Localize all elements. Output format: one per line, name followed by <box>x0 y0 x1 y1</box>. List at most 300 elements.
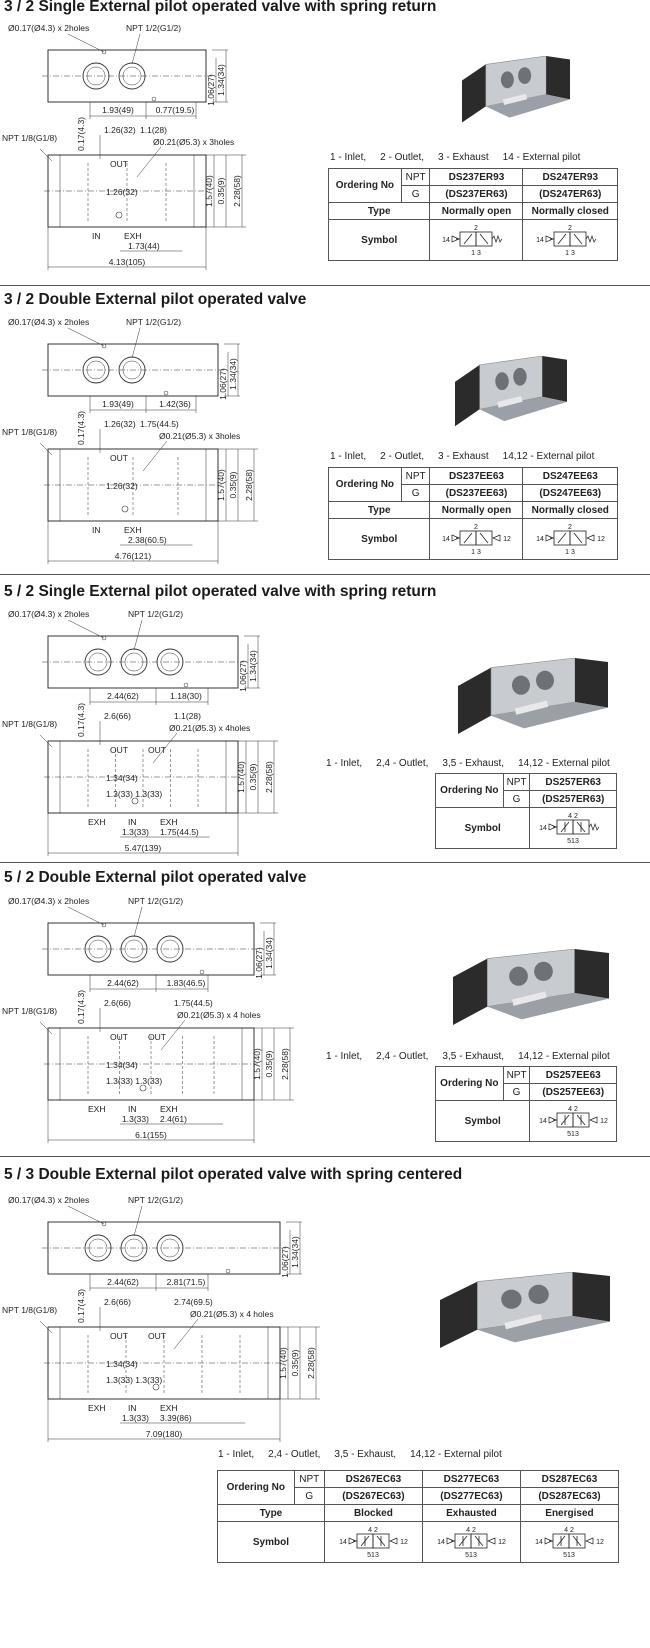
dim-height-2: 1.34(34) <box>228 358 238 390</box>
section-divider <box>0 285 650 286</box>
dim-vert-3: 2.28(58) <box>232 175 242 207</box>
table-cell <box>523 519 618 560</box>
valve-symbol <box>535 810 611 846</box>
symbol-label: 12 <box>600 1118 609 1125</box>
legend-item: 14,12 - External pilot <box>518 758 610 769</box>
dim-width-d: 1.75(44.5) <box>174 998 213 1008</box>
table-row <box>436 774 617 791</box>
hole-callout-bottom: Ø0.21(Ø5.3) x 4holes <box>169 723 251 733</box>
out-label: OUT <box>110 159 128 169</box>
table-cell: G <box>401 485 430 502</box>
port-callout-top: NPT 1/2(G1/2) <box>126 23 182 33</box>
port-legend <box>330 152 594 163</box>
table-cell: Symbol <box>436 808 530 849</box>
port-callout-top: NPT 1/2(G1/2) <box>128 896 184 906</box>
legend-item: 2 - Outlet, <box>380 451 425 462</box>
table-cell: (DS237EE63) <box>430 485 523 502</box>
dim-width-total: 7.09(180) <box>145 1429 183 1439</box>
dim-height-2: 1.34(34) <box>248 650 258 682</box>
in-label: IN <box>92 231 101 241</box>
spec-table <box>328 168 618 261</box>
leader-line <box>134 1206 142 1236</box>
symbol-label: 513 <box>465 1552 478 1559</box>
leader-line <box>68 620 104 638</box>
section-title: 5 / 2 Single External pilot operated valve with spring return <box>4 583 437 600</box>
symbol-label: 2 <box>474 225 479 232</box>
dim-width-e: 1.26(32) <box>106 481 138 491</box>
spec-table <box>217 1470 619 1563</box>
dim-vert-3: 2.28(58) <box>264 761 274 793</box>
out-label: OUT <box>110 453 128 463</box>
valve-illustration <box>453 949 609 1029</box>
symbol-label: 513 <box>563 1552 576 1559</box>
table-cell: Ordering No <box>329 169 402 203</box>
legend-item: 1 - Inlet, <box>330 451 367 462</box>
section-4 <box>0 867 650 1152</box>
symbol-label: 12 <box>400 1539 409 1546</box>
table-cell: Energised <box>520 1505 618 1522</box>
legend-item: 1 - Inlet, <box>218 1449 255 1460</box>
leader-line <box>68 328 104 346</box>
symbol-label: 12 <box>503 536 512 543</box>
port-legend <box>326 1051 624 1062</box>
dim-width-c: 2.6(66) <box>104 1297 131 1307</box>
leader-line <box>68 34 104 52</box>
table-cell: (DS277EC63) <box>422 1488 520 1505</box>
symbol-label: 1 3 <box>565 250 576 257</box>
dim-height-2: 1.34(34) <box>290 1236 300 1268</box>
table-cell: DS247ER93 <box>523 169 618 186</box>
dim-height-1: 1.06(27) <box>280 1246 290 1278</box>
dim-width-f2: 2.4(61) <box>160 1114 187 1124</box>
pilot-port-callout: NPT 1/8(G1/8) <box>2 1006 58 1016</box>
dim-vert-2: 0.35(9) <box>248 763 258 791</box>
dim-height-2: 1.34(34) <box>264 937 274 969</box>
section-3 <box>0 580 650 865</box>
hole-callout-top: Ø0.17(Ø4.3) x 2holes <box>8 23 90 33</box>
symbol-label: 12 <box>596 1539 605 1546</box>
symbol-label: 4 2 <box>568 813 579 820</box>
exh-label: EXH <box>124 231 142 241</box>
symbol-label: 14 <box>437 1539 446 1546</box>
legend-item: 2 - Outlet, <box>380 152 425 163</box>
out-label: OUT <box>110 1331 128 1341</box>
leader-line <box>132 328 140 358</box>
pilot-port-callout: NPT 1/8(G1/8) <box>2 133 58 143</box>
leader-line <box>134 907 142 937</box>
table-row <box>436 808 617 849</box>
out-label: OUT <box>148 1331 166 1341</box>
table-cell: DS277EC63 <box>422 1471 520 1488</box>
table-cell <box>430 519 523 560</box>
drawing-svg <box>0 314 330 564</box>
table-cell: (DS247ER63) <box>523 186 618 203</box>
dim-vert-3: 2.28(58) <box>306 1347 316 1379</box>
symbol-label: 12 <box>498 1539 507 1546</box>
table-row <box>218 1522 619 1563</box>
symbol-label: 12 <box>597 536 606 543</box>
table-row <box>436 1101 617 1142</box>
dim-width-a: 2.44(62) <box>107 691 139 701</box>
dimension-drawing <box>0 314 330 564</box>
table-cell: (DS237ER63) <box>430 186 523 203</box>
table-cell <box>530 808 617 849</box>
drawing-svg <box>0 893 330 1143</box>
dim-height-1: 1.06(27) <box>254 947 264 979</box>
dim-width-d: 1.1(28) <box>140 125 167 135</box>
table-cell: (DS257EE63) <box>530 1084 617 1101</box>
dim-thickness: 0.17(4.3) <box>76 702 86 737</box>
dim-width-e2: 1.3(33) 1.3(33) <box>106 789 163 799</box>
pilot-port-callout: NPT 1/8(G1/8) <box>2 719 58 729</box>
section-1 <box>0 0 650 285</box>
dim-width-f: 1.73(44) <box>128 241 160 251</box>
valve-symbol <box>438 222 514 258</box>
table-cell: Normally closed <box>523 203 618 220</box>
section-divider <box>0 574 650 575</box>
table-cell: G <box>503 1084 530 1101</box>
dim-width-d: 2.74(69.5) <box>174 1297 213 1307</box>
mount-hole <box>200 970 204 974</box>
dim-height-1: 1.06(27) <box>218 368 228 400</box>
table-cell: (DS287EC63) <box>520 1488 618 1505</box>
hole-callout-bottom: Ø0.21(Ø5.3) x 3holes <box>159 431 241 441</box>
legend-item: 3 - Exhaust <box>438 152 489 163</box>
table-cell: DS267EC63 <box>324 1471 422 1488</box>
dim-width-b: 0.77(19.5) <box>155 105 195 115</box>
dim-width-c: 1.26(32) <box>104 419 136 429</box>
table-cell: Symbol <box>436 1101 530 1142</box>
legend-item: 1 - Inlet, <box>326 1051 363 1062</box>
table-row <box>329 203 618 220</box>
dim-width-f: 1.3(33) <box>122 1114 149 1124</box>
dimension-drawing <box>0 1192 330 1442</box>
table-cell: NPT <box>503 774 530 791</box>
hole-callout-bottom: Ø0.21(Ø5.3) x 4 holes <box>190 1309 274 1319</box>
dim-width-f: 1.3(33) <box>122 827 149 837</box>
valve-symbol <box>531 1524 607 1560</box>
symbol-label: 1 3 <box>471 549 482 556</box>
leader-line <box>68 1206 104 1224</box>
symbol-label: 2 <box>568 524 573 531</box>
valve-photo <box>455 356 567 430</box>
table-cell: Ordering No <box>218 1471 295 1505</box>
symbol-label: 14 <box>539 1118 548 1125</box>
table-cell: (DS247EE63) <box>523 485 618 502</box>
symbol-label: 14 <box>339 1539 348 1546</box>
dim-width-e: 1.26(32) <box>106 187 138 197</box>
symbol-label: 4 2 <box>466 1527 477 1534</box>
in-label: IN <box>92 525 101 535</box>
symbol-label: 14 <box>539 825 548 832</box>
legend-item: 14,12 - External pilot <box>502 451 595 462</box>
symbol-label: 513 <box>367 1552 380 1559</box>
exh-label: EXH <box>88 817 106 827</box>
dim-vert-3: 2.28(58) <box>244 469 254 501</box>
dim-width-c: 2.6(66) <box>104 711 131 721</box>
dim-vert-1: 1.57(40) <box>252 1048 262 1080</box>
valve-photo <box>458 658 608 738</box>
inlet-port <box>122 506 128 512</box>
exh-label: EXH <box>124 525 142 535</box>
out-label: OUT <box>110 1032 128 1042</box>
symbol-label: 14 <box>442 536 451 543</box>
mount-hole <box>152 97 156 101</box>
table-row <box>329 220 618 261</box>
port-callout-top: NPT 1/2(G1/2) <box>128 609 184 619</box>
valve-symbol <box>535 1103 611 1139</box>
dim-width-e2: 1.3(33) 1.3(33) <box>106 1076 163 1086</box>
symbol-label: 4 2 <box>568 1106 579 1113</box>
table-row <box>329 169 618 186</box>
table-cell: Type <box>218 1505 325 1522</box>
table-cell: NPT <box>401 169 430 186</box>
exh-label: EXH <box>160 1403 178 1413</box>
table-cell: G <box>294 1488 324 1505</box>
symbol-label: 1 3 <box>471 250 482 257</box>
legend-item: 1 - Inlet, <box>330 152 367 163</box>
table-cell: G <box>401 186 430 203</box>
dim-vert-3: 2.28(58) <box>280 1048 290 1080</box>
dim-height-1: 1.06(27) <box>238 660 248 692</box>
dim-width-f: 1.3(33) <box>122 1413 149 1423</box>
pilot-port-callout: NPT 1/8(G1/8) <box>2 427 58 437</box>
dim-vert-1: 1.57(40) <box>204 175 214 207</box>
leader-line <box>68 907 104 925</box>
dim-vert-1: 1.57(40) <box>278 1347 288 1379</box>
dim-height-2: 1.34(34) <box>216 64 226 96</box>
pilot-port-callout: NPT 1/8(G1/8) <box>2 1305 58 1315</box>
table-row <box>329 502 618 519</box>
table-cell <box>523 220 618 261</box>
port-callout-top: NPT 1/2(G1/2) <box>128 1195 184 1205</box>
inlet-port <box>116 212 122 218</box>
spec-table <box>435 773 617 849</box>
legend-item: 2,4 - Outlet, <box>268 1449 321 1460</box>
dim-width-f: 2.38(60.5) <box>128 535 167 545</box>
drawing-svg <box>0 606 330 856</box>
table-cell: Symbol <box>218 1522 325 1563</box>
symbol-label: 14 <box>442 237 451 244</box>
table-cell: DS247EE63 <box>523 468 618 485</box>
legend-item: 2,4 - Outlet, <box>376 1051 429 1062</box>
exh-label: EXH <box>160 817 178 827</box>
symbol-label: 2 <box>474 524 479 531</box>
valve-photo <box>462 56 570 126</box>
section-title: 5 / 2 Double External pilot operated valve <box>4 869 307 886</box>
legend-item: 14,12 - External pilot <box>518 1051 610 1062</box>
legend-item: 2,4 - Outlet, <box>376 758 429 769</box>
dim-width-f2: 3.39(86) <box>160 1413 192 1423</box>
valve-symbol <box>433 1524 509 1560</box>
table-cell <box>430 220 523 261</box>
legend-item: 3,5 - Exhaust, <box>442 1051 505 1062</box>
table-row <box>218 1505 619 1522</box>
symbol-label: 513 <box>567 838 580 845</box>
dimension-drawing <box>0 20 330 270</box>
symbol-label: 1 3 <box>565 549 576 556</box>
dim-width-a: 1.93(49) <box>102 399 134 409</box>
dim-width-a: 1.93(49) <box>102 105 134 115</box>
drawing-svg <box>0 1192 330 1442</box>
legend-item: 3,5 - Exhaust, <box>442 758 505 769</box>
section-2 <box>0 290 650 575</box>
dim-vert-1: 1.57(40) <box>216 469 226 501</box>
dim-width-a: 2.44(62) <box>107 978 139 988</box>
symbol-label: 14 <box>536 536 545 543</box>
out-label: OUT <box>110 745 128 755</box>
table-cell: DS237ER93 <box>430 169 523 186</box>
dim-thickness: 0.17(4.3) <box>76 989 86 1024</box>
dim-width-total: 5.47(139) <box>124 843 162 853</box>
spec-table <box>435 1066 617 1142</box>
table-cell: Normally closed <box>523 502 618 519</box>
dim-width-total: 6.1(155) <box>135 1130 167 1140</box>
exh-label: EXH <box>88 1104 106 1114</box>
hole-callout-bottom: Ø0.21(Ø5.3) x 4 holes <box>177 1010 261 1020</box>
port-legend <box>218 1449 516 1460</box>
dim-width-f2: 1.75(44.5) <box>160 827 199 837</box>
hole-callout-bottom: Ø0.21(Ø5.3) x 3holes <box>153 137 235 147</box>
table-cell: (DS267EC63) <box>324 1488 422 1505</box>
dimension-drawing <box>0 606 330 856</box>
hole-callout-top: Ø0.17(Ø4.3) x 2holes <box>8 609 90 619</box>
table-row <box>329 519 618 560</box>
dim-width-d: 1.75(44.5) <box>140 419 179 429</box>
dim-width-e: 1.34(34) <box>106 1060 138 1070</box>
dim-vert-2: 0.35(9) <box>290 1349 300 1377</box>
table-cell: DS257ER63 <box>530 774 617 791</box>
in-label: IN <box>128 817 137 827</box>
drawing-svg <box>0 20 330 270</box>
symbol-label: 513 <box>567 1131 580 1138</box>
hole-callout-top: Ø0.17(Ø4.3) x 2holes <box>8 1195 90 1205</box>
symbol-label: 4 2 <box>564 1527 575 1534</box>
section-title: 3 / 2 Double External pilot operated valve <box>4 291 307 308</box>
in-label: IN <box>128 1403 137 1413</box>
section-5 <box>0 1162 650 1648</box>
legend-item: 3,5 - Exhaust, <box>334 1449 397 1460</box>
legend-item: 14 - External pilot <box>502 152 581 163</box>
spec-table <box>328 467 618 560</box>
mount-hole <box>164 391 168 395</box>
table-cell: DS237EE63 <box>430 468 523 485</box>
valve-symbol <box>532 521 608 557</box>
dim-width-c: 1.26(32) <box>104 125 136 135</box>
table-cell: NPT <box>401 468 430 485</box>
exh-label: EXH <box>88 1403 106 1413</box>
dimension-drawing <box>0 893 330 1143</box>
port-legend <box>330 451 608 462</box>
legend-item: 14,12 - External pilot <box>410 1449 502 1460</box>
table-cell: Ordering No <box>436 1067 504 1101</box>
dim-width-c: 2.6(66) <box>104 998 131 1008</box>
table-cell: NPT <box>503 1067 530 1084</box>
dim-width-b: 1.42(36) <box>159 399 191 409</box>
symbol-label: 14 <box>535 1539 544 1546</box>
table-cell: Type <box>329 502 430 519</box>
table-cell: DS257EE63 <box>530 1067 617 1084</box>
dim-vert-2: 0.35(9) <box>264 1050 274 1078</box>
table-cell <box>520 1522 618 1563</box>
leader-line <box>134 620 142 650</box>
dim-width-b: 1.18(30) <box>170 691 202 701</box>
valve-illustration <box>462 56 570 126</box>
table-cell: Exhausted <box>422 1505 520 1522</box>
out-label: OUT <box>148 745 166 755</box>
dim-vert-2: 0.35(9) <box>216 177 226 205</box>
leader-line <box>137 147 161 177</box>
valve-photo <box>453 949 609 1029</box>
dim-thickness: 0.17(4.3) <box>76 1288 86 1323</box>
dim-width-b: 1.83(46.5) <box>166 978 206 988</box>
symbol-label: 2 <box>568 225 573 232</box>
symbol-label: 14 <box>536 237 545 244</box>
table-cell: Blocked <box>324 1505 422 1522</box>
table-cell: Ordering No <box>436 774 504 808</box>
dim-vert-2: 0.35(9) <box>228 471 238 499</box>
valve-illustration <box>440 1272 610 1352</box>
table-cell <box>422 1522 520 1563</box>
port-legend <box>326 758 624 769</box>
dim-width-d: 1.1(28) <box>174 711 201 721</box>
mount-hole <box>226 1269 230 1273</box>
dim-vert-1: 1.57(40) <box>236 761 246 793</box>
symbol-label: 4 2 <box>368 1527 379 1534</box>
dim-width-a: 2.44(62) <box>107 1277 139 1287</box>
table-row <box>218 1471 619 1488</box>
table-cell: DS287EC63 <box>520 1471 618 1488</box>
dim-height-1: 1.06(27) <box>206 74 216 106</box>
dim-width-e: 1.34(34) <box>106 773 138 783</box>
dim-thickness: 0.17(4.3) <box>76 410 86 445</box>
dim-width-e: 1.34(34) <box>106 1359 138 1369</box>
dim-thickness: 0.17(4.3) <box>76 116 86 151</box>
dim-width-total: 4.13(105) <box>108 257 146 267</box>
dim-width-b: 2.81(71.5) <box>166 1277 206 1287</box>
table-cell: NPT <box>294 1471 324 1488</box>
hole-callout-top: Ø0.17(Ø4.3) x 2holes <box>8 896 90 906</box>
valve-symbol <box>532 222 608 258</box>
dim-width-total: 4.76(121) <box>114 551 152 561</box>
mount-hole <box>184 683 188 687</box>
in-label: IN <box>128 1104 137 1114</box>
out-label: OUT <box>148 1032 166 1042</box>
table-cell: Type <box>329 203 430 220</box>
table-cell: G <box>503 791 530 808</box>
table-cell: Normally open <box>430 203 523 220</box>
leader-line <box>143 441 167 471</box>
table-cell <box>530 1101 617 1142</box>
section-title: 5 / 3 Double External pilot operated valve with spring centered <box>4 1166 463 1183</box>
table-cell: Ordering No <box>329 468 402 502</box>
table-row <box>329 468 618 485</box>
section-divider <box>0 1156 650 1157</box>
table-cell: Symbol <box>329 220 430 261</box>
legend-item: 3 - Exhaust <box>438 451 489 462</box>
section-title: 3 / 2 Single External pilot operated valve with spring return <box>4 0 437 15</box>
hole-callout-top: Ø0.17(Ø4.3) x 2holes <box>8 317 90 327</box>
section-divider <box>0 862 650 863</box>
table-cell: Symbol <box>329 519 430 560</box>
valve-symbol <box>335 1524 411 1560</box>
leader-line <box>174 1319 198 1349</box>
valve-photo <box>440 1272 610 1352</box>
exh-label: EXH <box>160 1104 178 1114</box>
table-cell: Normally open <box>430 502 523 519</box>
table-row <box>436 1067 617 1084</box>
table-cell: (DS257ER63) <box>530 791 617 808</box>
